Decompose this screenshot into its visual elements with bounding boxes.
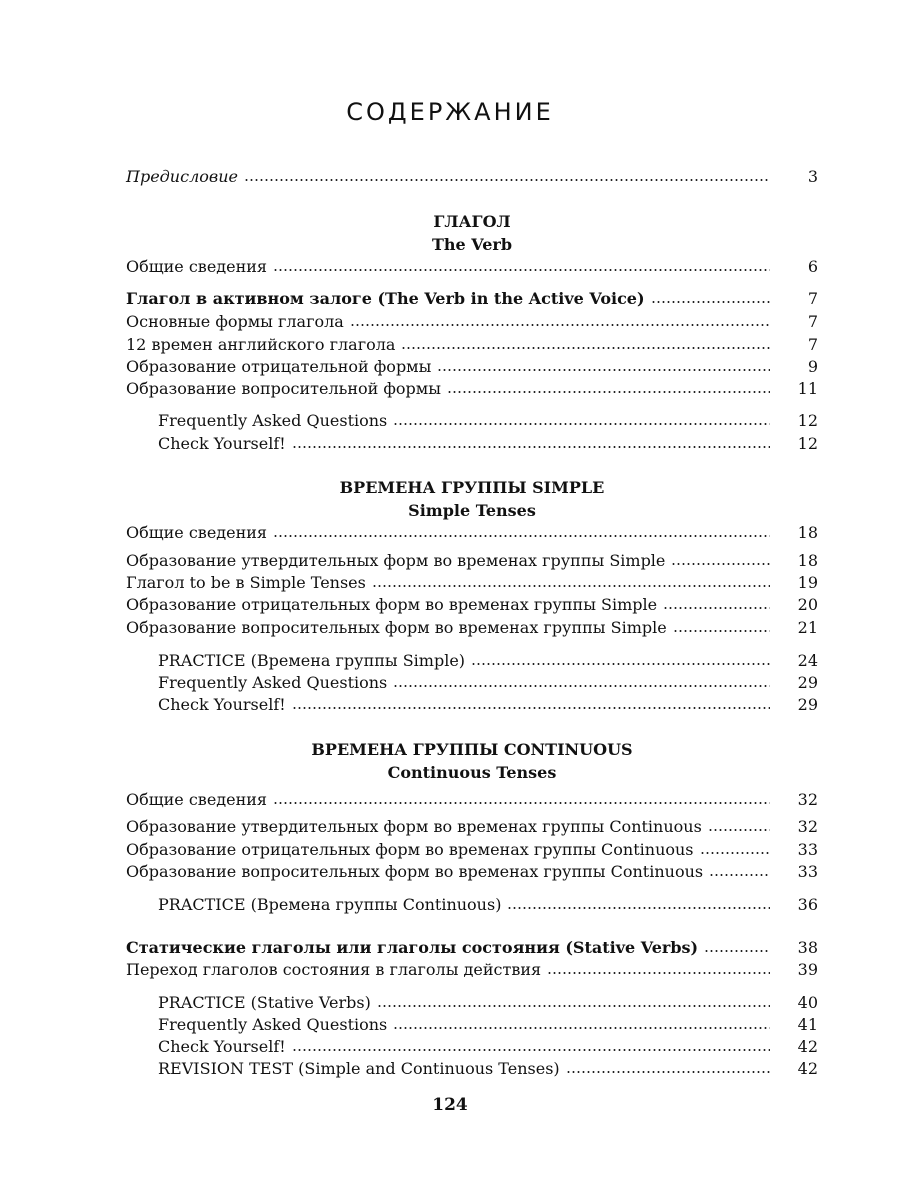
toc-entry[interactable] (126, 937, 818, 959)
section-heading-en: Continuous Tenses (387, 763, 557, 782)
leader-dots (372, 584, 770, 588)
toc-entry[interactable] (126, 433, 818, 455)
toc-entry[interactable] (126, 861, 818, 883)
toc-entry-label: PRACTICE (Stative Verbs) (158, 993, 371, 1012)
toc-entry[interactable] (126, 572, 818, 594)
toc-entry[interactable] (126, 617, 818, 639)
section-heading-ru: ВРЕМЕНА ГРУППЫ CONTINUOUS (311, 740, 633, 759)
toc-entry[interactable] (126, 311, 818, 333)
leader-dots (393, 422, 770, 426)
toc-entry[interactable] (126, 334, 818, 356)
toc-entry[interactable] (126, 1058, 818, 1080)
leader-dots (663, 606, 770, 610)
toc-entry[interactable] (126, 550, 818, 572)
toc-entry[interactable] (126, 288, 818, 310)
toc-entry-label: REVISION TEST (Simple and Continuous Tenses) (158, 1059, 560, 1078)
section-heading-ru: ВРЕМЕНА ГРУППЫ SIMPLE (339, 478, 605, 497)
toc-entry-page: 41 (797, 1015, 818, 1034)
toc-entry-label: Статические глаголы или глаголы состояния (Stative Verbs) (126, 938, 699, 957)
toc-entry-label: Frequently Asked Questions (158, 1015, 388, 1034)
toc-entry-page: 29 (797, 695, 818, 714)
toc-entry-page: 12 (797, 434, 818, 453)
leader-dots (651, 300, 770, 304)
toc-entry[interactable] (126, 256, 818, 278)
toc-entry[interactable] (126, 992, 818, 1014)
toc-entry-label: Образование утвердительных форм во временах группы Continuous (126, 817, 702, 836)
leader-dots (709, 873, 770, 877)
toc-entry-label: Общие сведения (126, 790, 268, 809)
leader-dots (244, 178, 770, 182)
toc-entry-page: 20 (797, 595, 818, 614)
toc-entry-label: 12 времен английского глагола (126, 335, 396, 354)
leader-dots (673, 629, 770, 633)
leader-dots (273, 801, 770, 805)
leader-dots (471, 662, 770, 666)
toc-entry-page: 7 (807, 312, 818, 331)
leader-dots (708, 828, 770, 832)
toc-entry-page: 7 (807, 335, 818, 354)
toc-entry-page: 32 (797, 817, 818, 836)
toc-entry-label: Общие сведения (126, 523, 268, 542)
toc-entry-label: Frequently Asked Questions (158, 673, 388, 692)
leader-dots (377, 1004, 770, 1008)
toc-entry-label: Общие сведения (126, 257, 268, 276)
toc-entry-page: 39 (797, 960, 818, 979)
page-title: СОДЕРЖАНИЕ (346, 98, 554, 126)
toc-entry[interactable] (126, 410, 818, 432)
toc-entry-page: 18 (797, 551, 818, 570)
section-heading-en: The Verb (431, 235, 513, 254)
toc-entry-label: Образование вопросительной формы (126, 379, 441, 398)
toc-entry-label: Check Yourself! (158, 695, 286, 714)
leader-dots (507, 906, 770, 910)
toc-entry-page: 40 (797, 993, 818, 1012)
toc-entry-label: Образование вопросительных форм во временах группы Simple (126, 618, 667, 637)
leader-dots (447, 390, 770, 394)
toc-entry-page: 36 (797, 895, 818, 914)
toc-entry-label: Образование отрицательной формы (126, 357, 432, 376)
toc-entry-label: PRACTICE (Времена группы Continuous) (158, 895, 502, 914)
toc-entry-label: Глагол to be в Simple Tenses (126, 573, 366, 592)
page-number: 124 (432, 1095, 468, 1115)
toc-entry-label: Переход глаголов состояния в глаголы действия (126, 960, 542, 979)
section-heading-en: Simple Tenses (408, 501, 536, 520)
toc-entry-preface[interactable] (126, 166, 818, 188)
toc-entry[interactable] (126, 672, 818, 694)
leader-dots (566, 1070, 770, 1074)
leader-dots (393, 684, 770, 688)
toc-entry-label: Основные формы глагола (126, 312, 344, 331)
toc-entry[interactable] (126, 356, 818, 378)
toc-entry-page: 29 (797, 673, 818, 692)
toc-entry[interactable] (126, 1036, 818, 1058)
toc-entry-label: Frequently Asked Questions (158, 411, 388, 430)
leader-dots (292, 1048, 770, 1052)
toc-entry-page: 19 (797, 573, 818, 592)
toc-entry-label: Образование вопросительных форм во временах группы Continuous (126, 862, 704, 881)
toc-entry[interactable] (126, 839, 818, 861)
toc-entry[interactable] (126, 789, 818, 811)
leader-dots (292, 706, 770, 710)
leader-dots (393, 1026, 770, 1030)
toc-entry[interactable] (126, 1014, 818, 1036)
leader-dots (292, 445, 770, 449)
leader-dots (401, 346, 770, 350)
toc-entry[interactable] (126, 650, 818, 672)
toc-entry[interactable] (126, 816, 818, 838)
leader-dots (704, 949, 770, 953)
toc-entry-label: Check Yourself! (158, 1037, 286, 1056)
toc-entry-label: Предисловие (126, 167, 238, 186)
toc-entry-page: 11 (797, 379, 818, 398)
leader-dots (273, 534, 770, 538)
toc-entry-page: 9 (807, 357, 818, 376)
toc-entry-page: 32 (797, 790, 818, 809)
toc-entry-page: 18 (797, 523, 818, 542)
leader-dots (437, 368, 770, 372)
leader-dots (671, 562, 770, 566)
toc-entry-label: Образование отрицательных форм во временах группы Continuous (126, 840, 694, 859)
toc-entry-page: 7 (807, 289, 818, 308)
toc-entry[interactable] (126, 959, 818, 981)
toc-entry[interactable] (126, 894, 818, 916)
toc-entry-label: Check Yourself! (158, 434, 286, 453)
toc-entry-page: 38 (797, 938, 818, 957)
leader-dots (547, 971, 770, 975)
toc-entry[interactable] (126, 378, 818, 400)
toc-entry-page: 33 (797, 862, 818, 881)
section-heading-ru: ГЛАГОЛ (433, 212, 511, 231)
toc-entry-page: 42 (797, 1059, 818, 1078)
toc-entry-label: PRACTICE (Времена группы Simple) (158, 651, 466, 670)
toc-entry[interactable] (126, 594, 818, 616)
toc-entry-page: 42 (797, 1037, 818, 1056)
leader-dots (700, 851, 770, 855)
toc-entry-page: 12 (797, 411, 818, 430)
leader-dots (350, 323, 770, 327)
toc-entry-label: Образование утвердительных форм во временах группы Simple (126, 551, 666, 570)
toc-entry-page: 33 (797, 840, 818, 859)
toc-entry-label: Образование отрицательных форм во временах группы Simple (126, 595, 658, 614)
toc-entry-page: 6 (807, 257, 818, 276)
toc-entry-page: 21 (797, 618, 818, 637)
toc-entry-label: Глагол в активном залоге (The Verb in the Active Voice) (126, 289, 645, 308)
toc-entry[interactable] (126, 522, 818, 544)
toc-entry-page: 24 (797, 651, 818, 670)
toc-entry-page: 3 (807, 167, 818, 186)
toc-entry[interactable] (126, 694, 818, 716)
leader-dots (273, 268, 770, 272)
